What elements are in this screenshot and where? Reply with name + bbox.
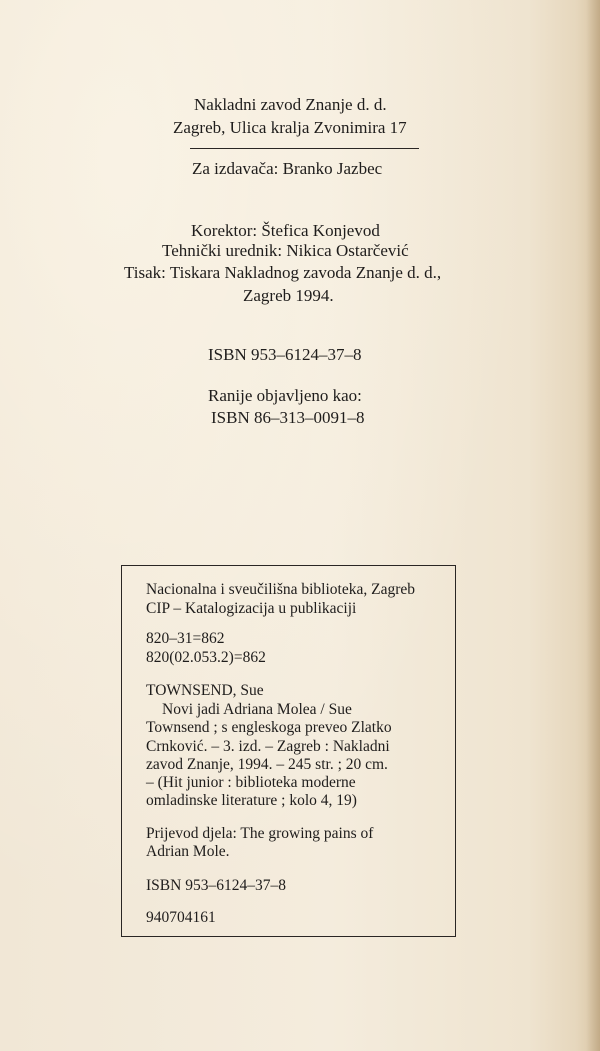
publisher-address: Zagreb, Ulica kralja Zvonimira 17 [173, 118, 407, 137]
cip-udc-1: 820–31=862 [146, 630, 225, 647]
printing-line-2: Zagreb 1994. [243, 286, 334, 305]
for-publisher: Za izdavača: Branko Jazbec [192, 159, 383, 178]
cip-isbn: ISBN 953–6124–37–8 [146, 877, 286, 894]
cip-description-line: Novi jadi Adriana Molea / Sue [162, 701, 352, 718]
cip-description-line: Crnković. – 3. izd. – Zagreb : Nakladni [146, 738, 390, 755]
isbn-current: ISBN 953–6124–37–8 [208, 345, 362, 364]
printing-line-1: Tisak: Tiskara Nakladnog zavoda Znanje d. d., [124, 263, 442, 282]
isbn-previous-label: Ranije objavljeno kao: [208, 386, 362, 405]
cip-title: CIP – Katalogizacija u publikaciji [146, 600, 357, 617]
technical-editor: Tehnički urednik: Nikica Ostarčević [162, 241, 409, 260]
cip-translation-line: Adrian Mole. [146, 843, 230, 860]
cip-description-line: zavod Znanje, 1994. – 245 str. ; 20 cm. [146, 756, 388, 773]
cip-author-heading: TOWNSEND, Sue [146, 682, 264, 699]
cip-udc-2: 820(02.053.2)=862 [146, 649, 266, 666]
publisher-name: Nakladni zavod Znanje d. d. [194, 95, 387, 114]
cip-library: Nacionalna i sveučilišna biblioteka, Zagreb [146, 581, 416, 598]
separator-rule [190, 148, 419, 149]
cip-description-line: – (Hit junior : biblioteka moderne [146, 774, 356, 791]
cip-description-line: omladinske literature ; kolo 4, 19) [146, 792, 357, 809]
cip-translation-line: Prijevod djela: The growing pains of [146, 825, 374, 842]
page-edge-shadow [586, 0, 600, 1051]
cip-description-line: Townsend ; s engleskoga preveo Zlatko [146, 719, 392, 736]
isbn-previous: ISBN 86–313–0091–8 [211, 408, 365, 427]
proofreader: Korektor: Štefica Konjevod [191, 221, 380, 240]
cip-record-number: 940704161 [146, 909, 216, 926]
